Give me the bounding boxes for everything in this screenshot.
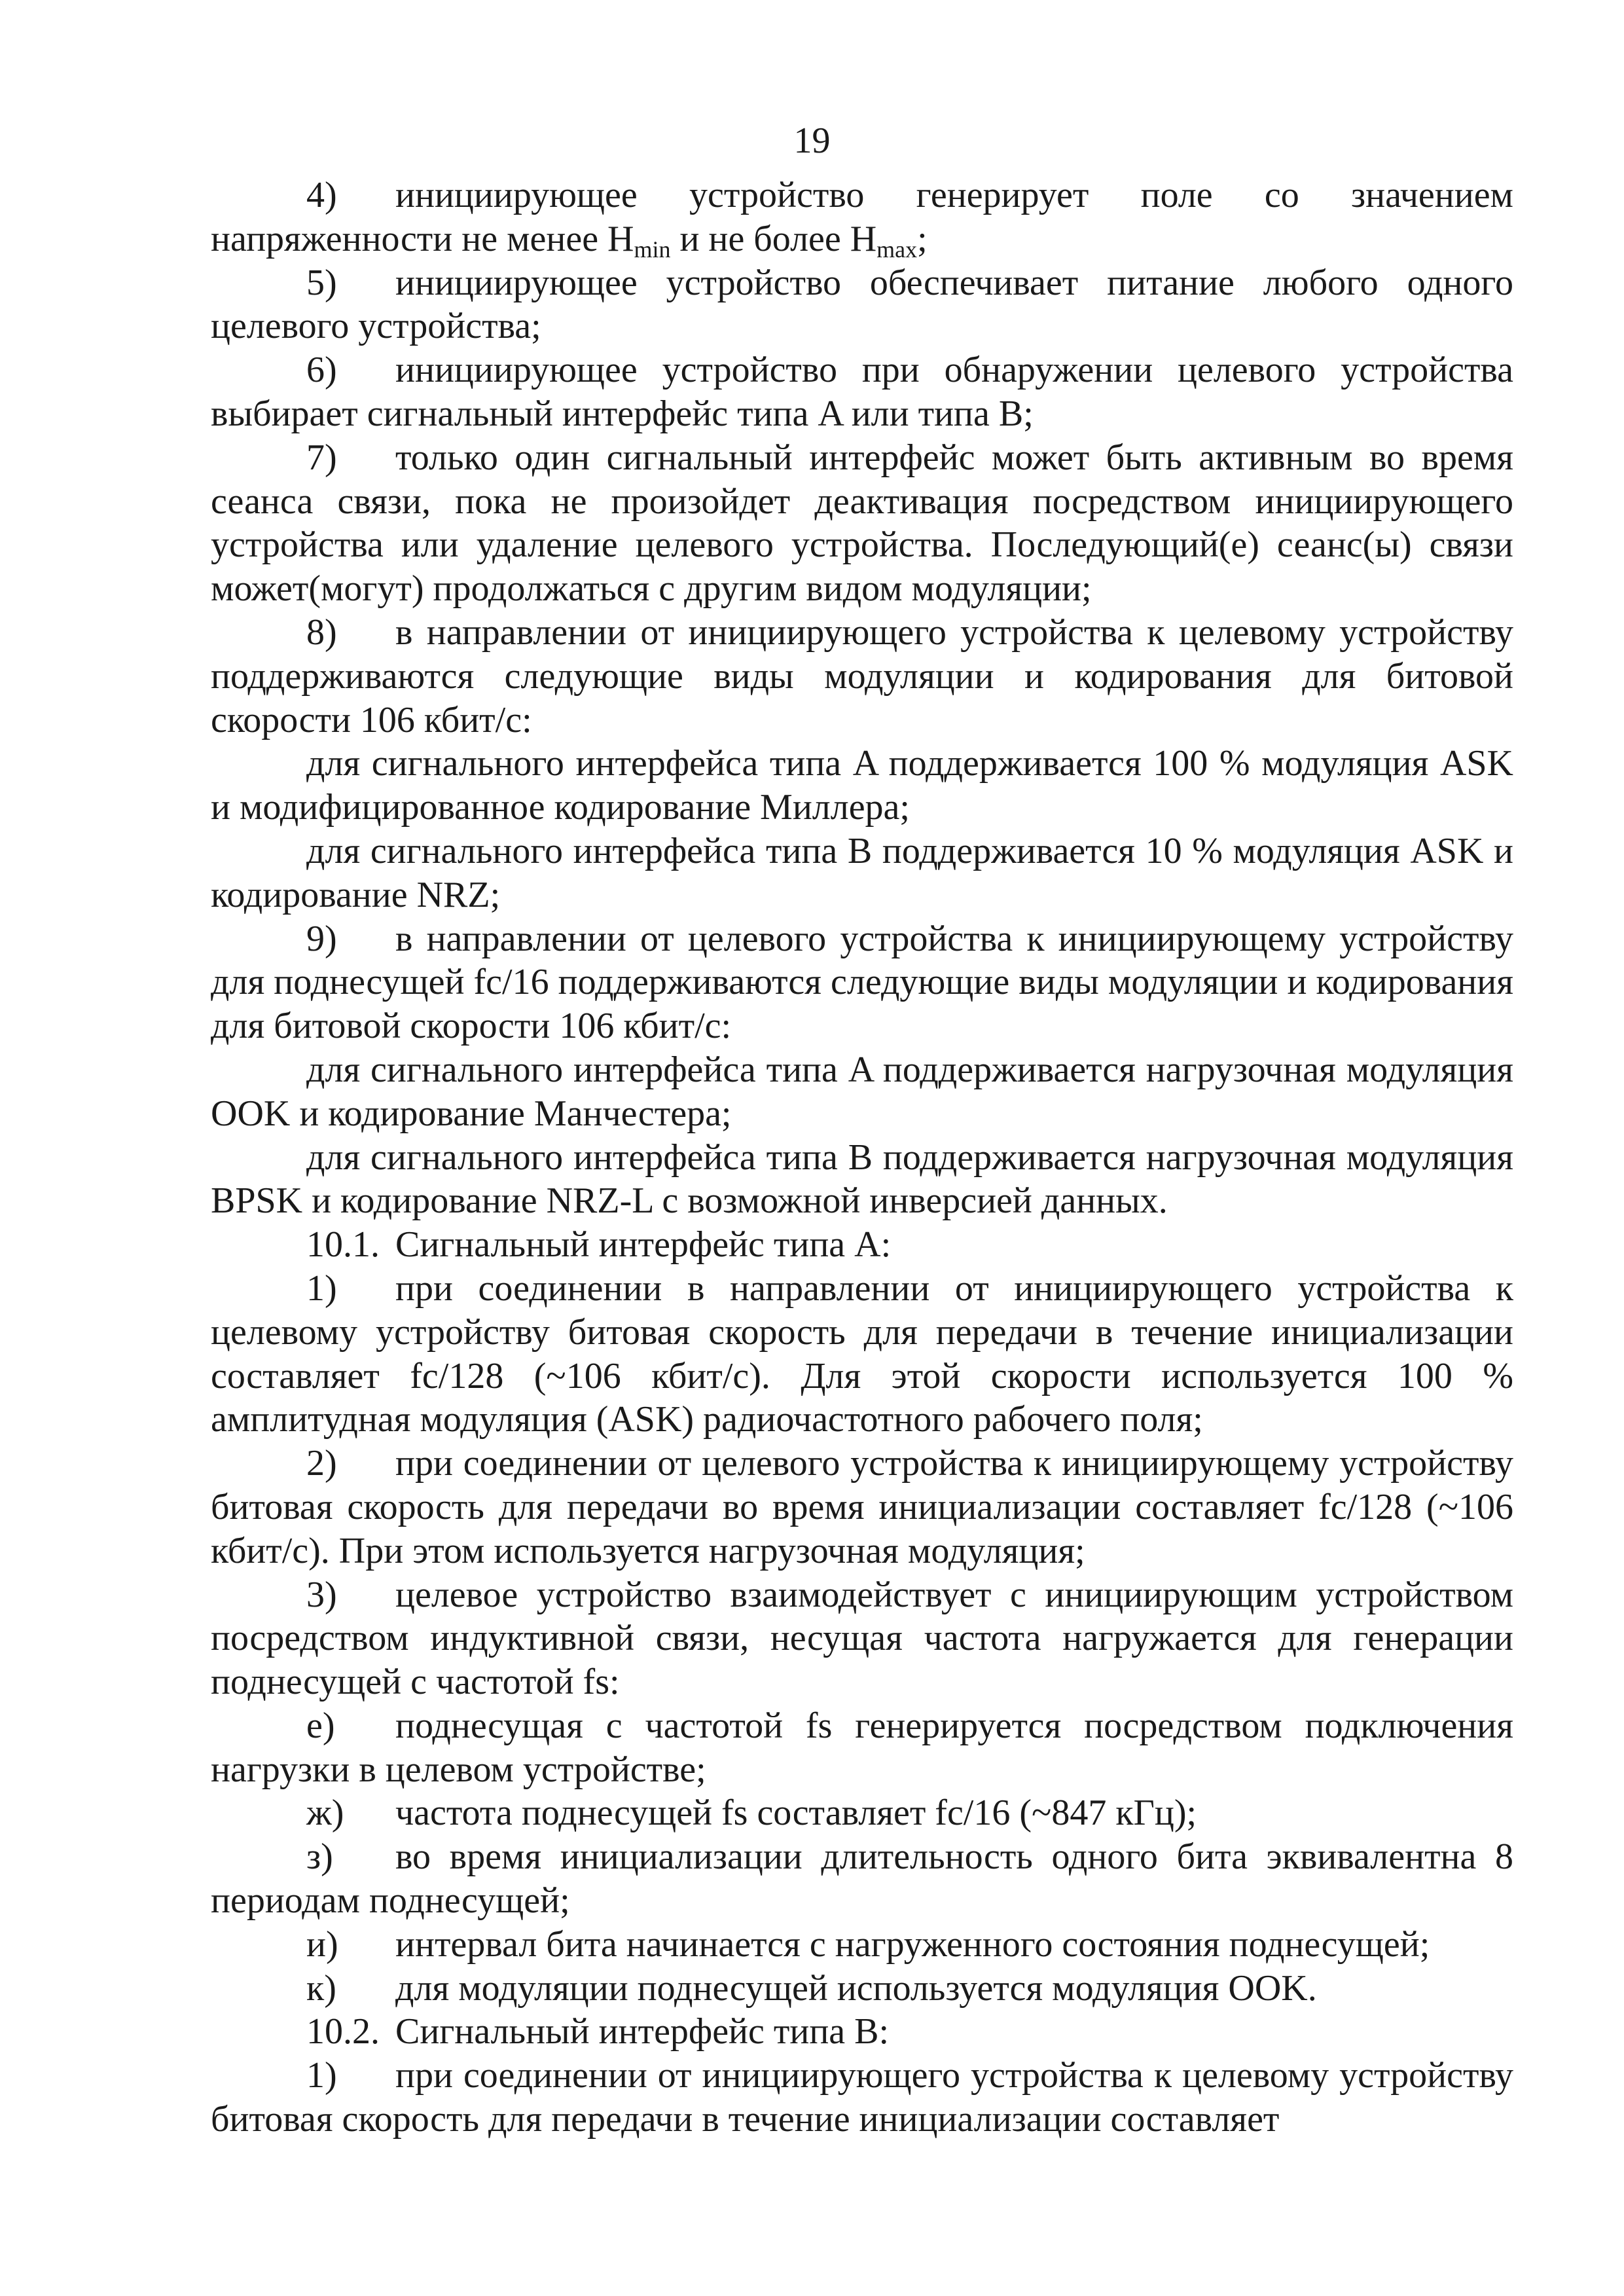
item-label: 4) bbox=[306, 175, 337, 215]
item-label: 1) bbox=[306, 2055, 337, 2096]
item-text: при соединении от целевого устройства к инициирующему устройству битовая скорость для передачи во время инициализации составляет fc/128 (~106 кбит/с). При этом используется нагрузочная модуляция; bbox=[211, 1443, 1513, 1571]
document-body bbox=[211, 173, 1513, 2141]
item-label: 6) bbox=[306, 350, 337, 391]
item-text: поднесущая с частотой fs генерируется посредством подключения нагрузки в целевом устройстве; bbox=[211, 1705, 1513, 1790]
item-text: инициирующее устройство генерирует поле со значением напряженности не менее H bbox=[211, 175, 1513, 259]
section-number: 10.2. bbox=[306, 2011, 380, 2052]
section-title: Сигнальный интерфейс типа B: bbox=[395, 2011, 890, 2052]
item-label: 3) bbox=[306, 1574, 337, 1615]
item-label: 2) bbox=[306, 1443, 337, 1484]
item-label: 9) bbox=[306, 918, 337, 959]
paragraph bbox=[211, 829, 1513, 917]
item-text: интервал бита начинается с нагруженного состояния поднесущей; bbox=[395, 1923, 1430, 1965]
list-item bbox=[211, 1967, 1513, 2011]
item-label: 8) bbox=[306, 611, 337, 653]
paragraph-text: для сигнального интерфейса типа B поддерживается нагрузочная модуляция BPSK и кодирование NRZ-L с возможной инверсией данных. bbox=[211, 1137, 1513, 1222]
list-item bbox=[211, 1704, 1513, 1792]
item-text: в направлении от инициирующего устройства к целевому устройству поддерживаются следующие виды модуляции и кодирования для битовой скорости 106 кбит/с: bbox=[211, 611, 1513, 740]
item-text: целевое устройство взаимодействует с инициирующим устройством посредством индуктивной связи, несущая частота нагружается для генерации поднесущей с частотой fs: bbox=[211, 1574, 1513, 1703]
item-text: при соединении от инициирующего устройства к целевому устройству битовая скорость для передачи в течение инициализации составляет bbox=[211, 2055, 1513, 2140]
item-text: только один сигнальный интерфейс может быть активным во время сеанса связи, пока не произойдет деактивация посредством инициирующего устройства или удаление целевого устройства. Последующий(е) сеанс(ы) связи может(могут) продолжаться с другим видом модуляции; bbox=[211, 437, 1513, 610]
subscript-max: max bbox=[876, 236, 918, 263]
item-label: е) bbox=[306, 1705, 335, 1746]
item-text: инициирующее устройство при обнаружении целевого устройства выбирает сигнальный интерфейс типа A или типа B; bbox=[211, 350, 1513, 434]
section-title: Сигнальный интерфейс типа A: bbox=[395, 1224, 892, 1266]
item-text: при соединении в направлении от инициирующего устройства к целевому устройству битовая скорость для передачи в течение инициализации составляет fc/128 (~106 кбит/с). Для этой скорости используется 100 % амплитудная модуляция (ASK) радиочастотного рабочего поля; bbox=[211, 1267, 1513, 1440]
item-label: з) bbox=[306, 1836, 333, 1878]
item-label: ж) bbox=[306, 1793, 344, 1834]
item-label: и) bbox=[306, 1923, 338, 1965]
paragraph-text: для сигнального интерфейса типа B поддерживается 10 % модуляция ASK и кодирование NRZ; bbox=[211, 830, 1513, 915]
item-label: к) bbox=[306, 1967, 336, 2009]
item-text-tail: ; bbox=[917, 218, 928, 259]
list-item bbox=[211, 1442, 1513, 1573]
list-item bbox=[211, 436, 1513, 611]
section-heading bbox=[211, 2010, 1513, 2054]
list-item bbox=[211, 1791, 1513, 1835]
list-item bbox=[211, 917, 1513, 1048]
paragraph-text: для сигнального интерфейса типа A поддерживается нагрузочная модуляция OOK и кодирование Манчестера; bbox=[211, 1049, 1513, 1134]
item-text: во время инициализации длительность одного бита эквивалентна 8 периодам поднесущей; bbox=[211, 1836, 1513, 1922]
list-item bbox=[211, 1835, 1513, 1923]
section-heading bbox=[211, 1223, 1513, 1267]
paragraph bbox=[211, 1136, 1513, 1224]
list-item bbox=[211, 173, 1513, 261]
list-item bbox=[211, 348, 1513, 436]
item-text: инициирующее устройство обеспечивает питание любого одного целевого устройства; bbox=[211, 262, 1513, 347]
item-text: частота поднесущей fs составляет fc/16 (~847 кГц); bbox=[395, 1793, 1197, 1834]
item-text-mid: и не более H bbox=[670, 218, 877, 259]
subscript-min: min bbox=[634, 236, 671, 263]
paragraph-text: для сигнального интерфейса типа A поддерживается 100 % модуляция ASK и модифицированное кодирование Миллера; bbox=[211, 743, 1513, 828]
item-text: для модуляции поднесущей используется модуляция OOK. bbox=[395, 1967, 1317, 2009]
page-number: 19 bbox=[793, 120, 831, 161]
paragraph bbox=[211, 1048, 1513, 1136]
item-label: 5) bbox=[306, 262, 337, 303]
list-item bbox=[211, 2054, 1513, 2141]
item-label: 7) bbox=[306, 437, 337, 478]
item-text: в направлении от целевого устройства к инициирующему устройству для поднесущей fc/16 поддерживаются следующие виды модуляции и кодирования для битовой скорости 106 кбит/с: bbox=[211, 918, 1513, 1047]
paragraph bbox=[211, 742, 1513, 829]
list-item bbox=[211, 1267, 1513, 1442]
list-item bbox=[211, 611, 1513, 742]
list-item bbox=[211, 1573, 1513, 1704]
list-item bbox=[211, 261, 1513, 349]
item-label: 1) bbox=[306, 1267, 337, 1309]
list-item bbox=[211, 1923, 1513, 1967]
section-number: 10.1. bbox=[306, 1224, 380, 1266]
